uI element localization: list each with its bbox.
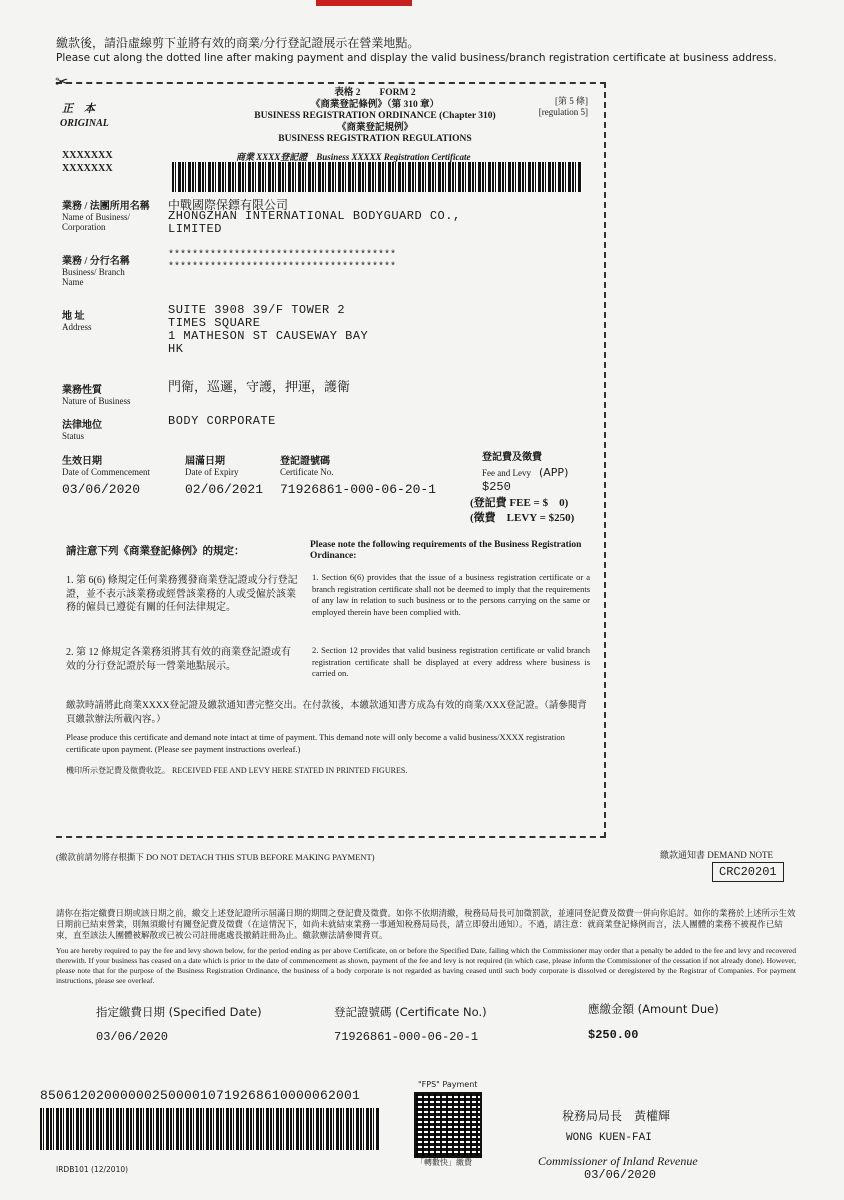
fps-zh-label: 「轉數快」繳費 bbox=[416, 1158, 472, 1167]
amount-due-label: 應繳金額 (Amount Due) bbox=[588, 1002, 719, 1016]
notes-heading-zh: 請注意下列《商業登記條例》的規定： bbox=[66, 546, 245, 557]
commencement-date: 03/06/2020 bbox=[62, 482, 141, 497]
note1-en: 1. Section 6(6) provides that the issue of a business registration certificate or a branch registration certificate shall not be deemed to imply that the requirements of any law in relation to such business or to the persons carrying on the same or employed therein have been complied with. bbox=[312, 572, 590, 617]
notice-zh: 繳款後，請沿虛線剪下並將有效的商業/分行登記證展示在營業地點。 bbox=[56, 36, 420, 50]
masked-id-2: XXXXXXX bbox=[62, 163, 113, 174]
note1-zh: 1. 第 6(6) 條規定任何業務獲發商業登記證或分行登記證，並不表示該業務或經營該業務的人或受僱於該業務的僱員已遵從有關的任何法律規定。 bbox=[66, 575, 298, 613]
form-code: IRDB101 (12/2010) bbox=[56, 1165, 129, 1174]
form-header: 表格 2 FORM 2 《商業登記條例》（第 310 章） BUSINESS REGISTRATION ORDINANCE (Chapter 310) 《商業登記規例》 BUSINESS REGISTRATION REGULATIONS bbox=[254, 88, 496, 144]
notes-heading-en: Please note the following requirements of the Business Registration Ordinance: bbox=[310, 540, 582, 561]
branch-stars-2: ************************************** bbox=[168, 262, 397, 273]
status-label: 法律地位 Status bbox=[62, 420, 102, 441]
address-value: SUITE 3908 39/F TOWER 2 TIMES SQUARE 1 MATHESON ST CAUSEWAY BAY HK bbox=[168, 303, 369, 356]
branch-name-label: 業務 / 分行名稱 Business/ Branch Name bbox=[62, 256, 130, 287]
scissors-icon: ✂ bbox=[55, 74, 69, 91]
regulation-ref: [第 5 條] [regulation 5] bbox=[538, 96, 588, 117]
fee-label: 登記費及徵費 Fee and Levy (APP) bbox=[482, 452, 569, 479]
masked-id-1: XXXXXXX bbox=[62, 150, 113, 161]
demand-note-label: 繳款通知書 DEMAND NOTE bbox=[660, 850, 773, 860]
produce-notice-en: Please produce this certificate and demand note intact at time of payment. This demand note will only become a valid business/XXXX registration certificate upon payment. (Please see payment instructions overleaf.) bbox=[66, 732, 565, 754]
received-notice: 機印所示登記費及徵費收訖。 RECEIVED FEE AND LEVY HERE STATED IN PRINTED FIGURES. bbox=[66, 766, 408, 775]
business-name-en-1: ZHONGZHAN INTERNATIONAL BODYGUARD CO., bbox=[168, 209, 461, 223]
amount-due: $250.00 bbox=[588, 1028, 639, 1042]
commissioner-zh: 稅務局局長 黃權輝 bbox=[562, 1109, 671, 1123]
original-en: ORIGINAL bbox=[60, 118, 109, 129]
commencement-label: 生效日期 Date of Commencement bbox=[62, 456, 150, 477]
payment-barcode-number: 8506120200000025000010719268610000062001 bbox=[40, 1088, 361, 1103]
commissioner-date: 03/06/2020 bbox=[584, 1168, 657, 1182]
note2-en: 2. Section 12 provides that valid business registration certificate or valid branch registration certificate shall be displayed at every address where business is carried on. bbox=[312, 645, 590, 678]
commissioner-title: Commissioner of Inland Revenue bbox=[538, 1154, 698, 1168]
nature-value: 門衛，巡邏，守護，押運，護衛 bbox=[168, 379, 351, 394]
stub-cert-no-label: 登記證號碼 (Certificate No.) bbox=[334, 1005, 487, 1019]
certificate-title: 商業 XXXX登記證 Business XXXXX Registration Certificate bbox=[236, 152, 471, 162]
cert-no-label: 登記證號碼 Certificate No. bbox=[280, 456, 334, 477]
fee-breakdown: (登記費 FEE = $ 0) (徵費 LEVY = $250) bbox=[470, 497, 575, 524]
address-label: 地 址 Address bbox=[62, 311, 92, 332]
stub-paragraph-zh: 請你在指定繳費日期或該日期之前，繳交上述登記證所示屆滿日期的期間之登記費及徵費。如你不依期清繳，稅務局局長可加徵罰款，並連同登記費及徵費一併向你追討。如你的業務於上述所示生效日期前已結束營業，則無須繳付有關登記費及徵費（在這情況下，如尚未就結束業務一事通知稅務局局長，請立即發出通知）。不過，請注意：就商業登記條例而言，法人團體的業務不被視作已結束，直至該法人團體被解散或已被公司註冊處處長撤銷註冊為止。繳款辦法請參閱背頁。 bbox=[56, 908, 796, 940]
fps-qr-code[interactable] bbox=[414, 1092, 482, 1158]
commissioner-name: WONG KUEN-FAI bbox=[566, 1132, 652, 1144]
business-name-en-2: LIMITED bbox=[168, 222, 222, 236]
business-name-zh: 中戰國際保鏢有限公司 bbox=[168, 198, 289, 212]
specified-date-label: 指定繳費日期 (Specified Date) bbox=[96, 1005, 262, 1019]
nature-label: 業務性質 Nature of Business bbox=[62, 385, 131, 406]
stub-paragraph-en: You are hereby required to pay the fee and levy shown below, for the period ending as per above Certificate, on or before the Specified Date, failing which the Commissioner may order that a penalty be added to the fee and levy and recovered therewith. If your business has ceased on a date which is prior to the date of commencement as shown, payment of the fee and levy is not required (in which case, please inform the Commissioner of the cessation if not already done). However, please note that for the purpose of the Business Registration Ordinance, the business of a body corporate is not regarded as having ceased until such body corporate is dissolved or deregistered by the Registrar of Companies. For payment instructions, please see overleaf. bbox=[56, 946, 796, 985]
expiry-label: 屆滿日期 Date of Expiry bbox=[185, 456, 239, 477]
notice-en: Please cut along the dotted line after making payment and display the valid business/branch registration certificate at business address. bbox=[56, 52, 777, 64]
fee-value: $250 bbox=[482, 480, 511, 494]
original-zh: 正 本 bbox=[62, 103, 95, 115]
expiry-date: 02/06/2021 bbox=[185, 482, 264, 497]
branch-stars-1: ************************************** bbox=[168, 250, 397, 261]
specified-date: 03/06/2020 bbox=[96, 1030, 169, 1044]
status-value: BODY CORPORATE bbox=[168, 414, 276, 428]
business-name-label: 業務 / 法團所用名稱 Name of Business/ Corporation bbox=[62, 201, 150, 232]
cert-no-value: 71926861-000-06-20-1 bbox=[280, 482, 437, 497]
payment-barcode bbox=[40, 1108, 380, 1150]
note2-zh: 2. 第 12 條規定各業務須將其有效的商業登記證或有效的分行登記證於每一營業地點展示。 bbox=[66, 647, 291, 672]
produce-notice-zh: 繳款時請將此商業XXXX登記證及繳款通知書完整交出。在付款後，本繳款通知書方成為有效的商業/XXX登記證。（請參閱背頁繳款辦法所載內容。） bbox=[66, 701, 587, 725]
top-red-tab bbox=[316, 0, 412, 6]
demand-note-number: CRC20201 bbox=[712, 862, 784, 882]
detach-note: (繳款前請勿將存根撕下 DO NOT DETACH THIS STUB BEFORE MAKING PAYMENT) bbox=[56, 852, 375, 862]
fps-label: "FPS" Payment bbox=[418, 1080, 478, 1089]
certificate-barcode bbox=[172, 162, 582, 192]
stub-cert-no: 71926861-000-06-20-1 bbox=[334, 1030, 479, 1044]
